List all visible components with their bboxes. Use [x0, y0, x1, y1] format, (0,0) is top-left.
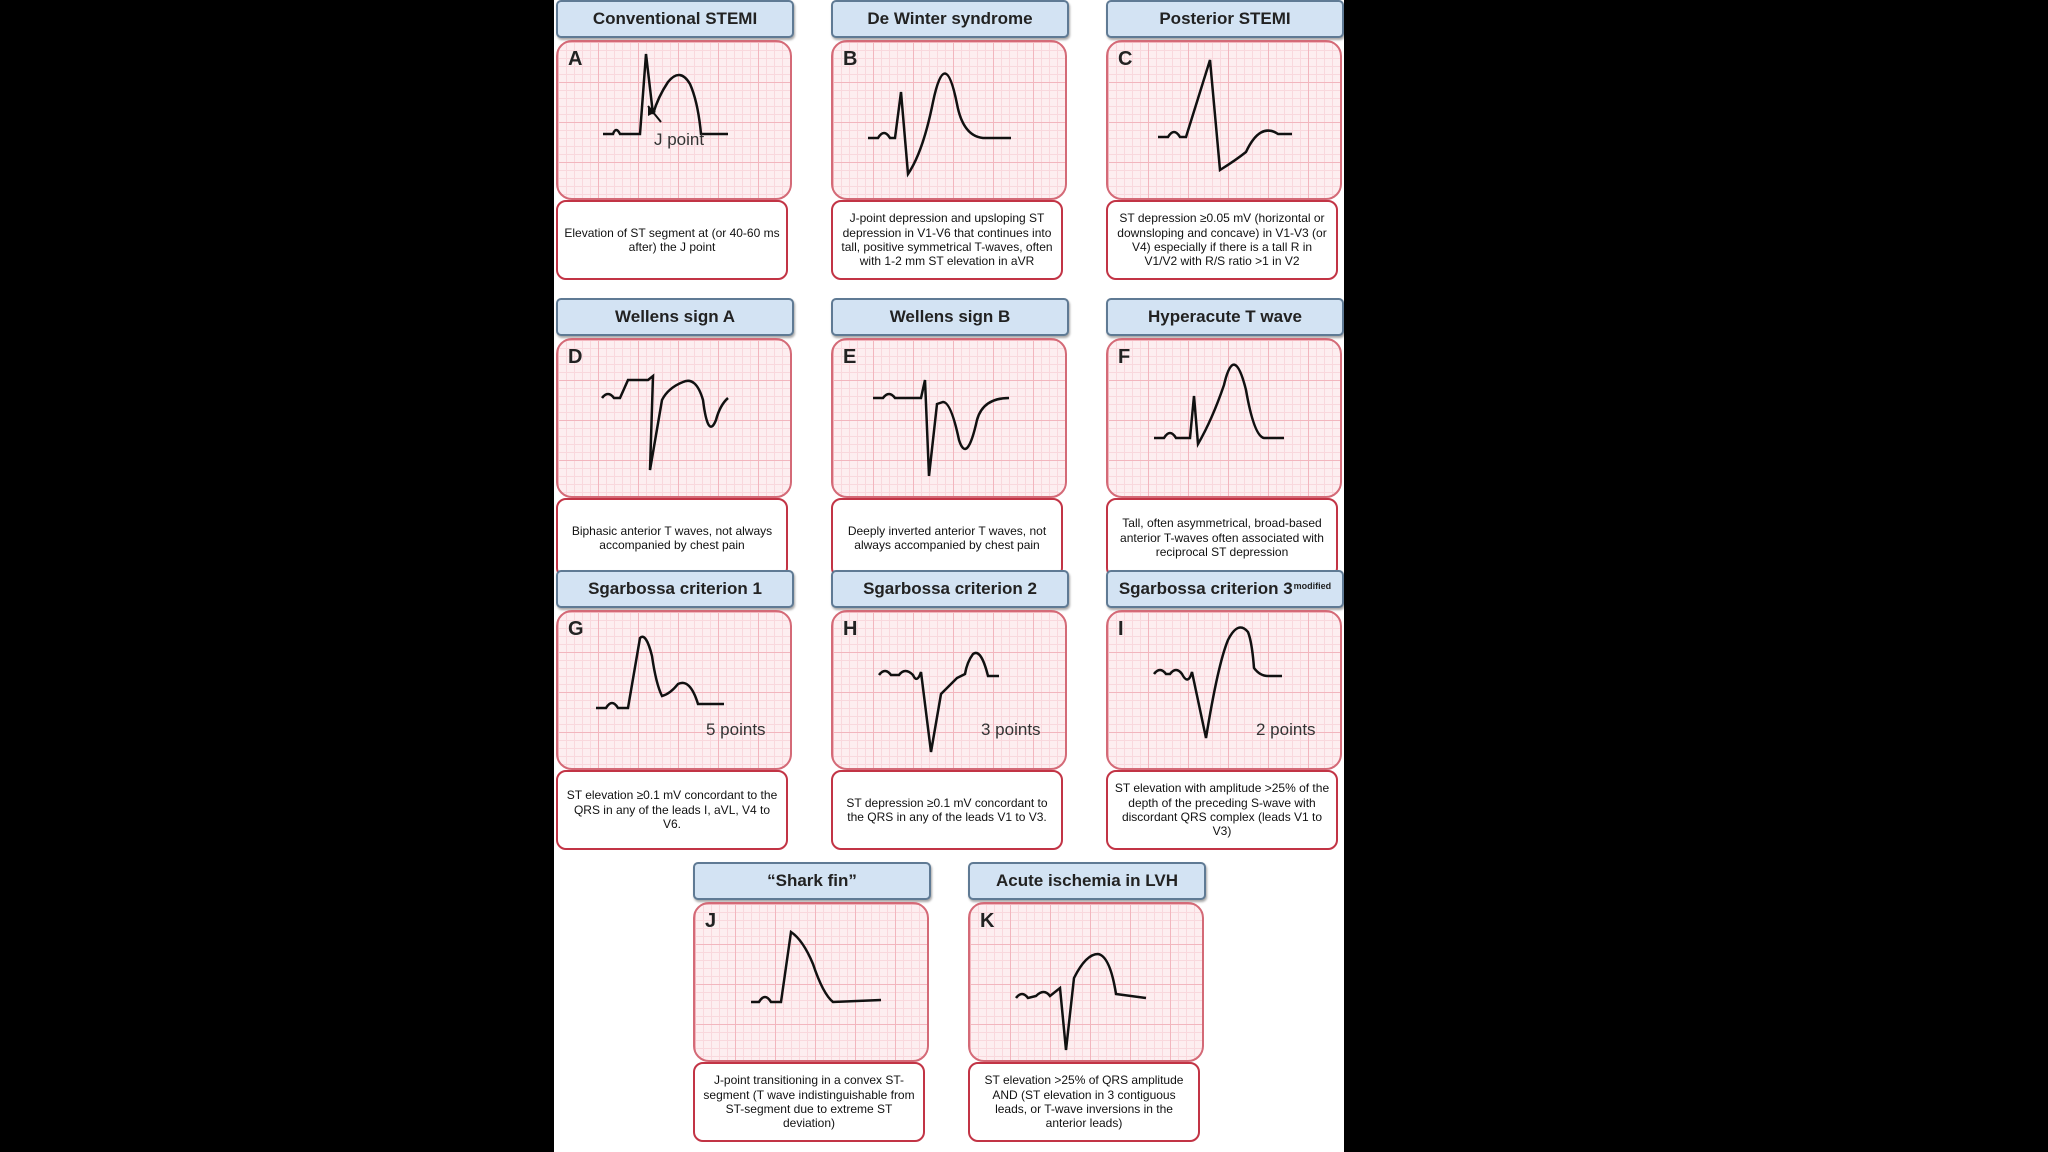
card-title-text: Sgarbossa criterion 3 [1118, 579, 1293, 598]
ecg-panel [1106, 40, 1342, 200]
ecg-panel [831, 338, 1067, 498]
panel-letter: B [843, 48, 858, 70]
ecg-panel [1106, 610, 1342, 770]
card-title: “Shark fin” [693, 862, 931, 900]
panel-letter: A [568, 48, 583, 70]
ecg-trace [695, 904, 927, 1060]
ecg-trace [970, 904, 1202, 1060]
panel-letter: K [980, 910, 995, 932]
card-description: Biphasic anterior T waves, not always accompanied by chest pain [556, 498, 788, 578]
panel-letter: D [568, 346, 583, 368]
ecg-trace [1108, 340, 1340, 496]
panel-letter: C [1118, 48, 1133, 70]
points-label: 2 points [1256, 720, 1316, 739]
panel-letter: J [705, 910, 717, 932]
ecg-trace [833, 340, 1065, 496]
card-title: Conventional STEMI [556, 0, 794, 38]
ecg-patterns-sheet [554, 0, 1344, 1152]
card-title: Wellens sign B [831, 298, 1069, 336]
card-description: Elevation of ST segment at (or 40-60 ms after) the J point [556, 200, 788, 280]
card-description: ST depression ≥0.05 mV (horizontal or downsloping and concave) in V1-V3 (or V4) especially if there is a tall R in V1/V2 with R/S ratio >1 in V2 [1106, 200, 1338, 280]
card-description: Tall, often asymmetrical, broad-based anterior T-waves often associated with reciprocal ST depression [1106, 498, 1338, 578]
card-title: Posterior STEMI [1106, 0, 1344, 38]
card-description: ST elevation with amplitude >25% of the depth of the preceding S-wave with discordant QRS complex (leads V1 to V3) [1106, 770, 1338, 850]
ecg-trace [833, 612, 1065, 768]
card-title [1106, 570, 1344, 608]
panel-letter: G [568, 618, 584, 640]
card-description: ST elevation ≥0.1 mV concordant to the QRS in any of the leads I, aVL, V4 to V6. [556, 770, 788, 850]
panel-letter: E [843, 346, 857, 368]
card-title: Sgarbossa criterion 1 [556, 570, 794, 608]
ecg-trace [558, 340, 790, 496]
ecg-panel [556, 40, 792, 200]
card-description: ST elevation >25% of QRS amplitude AND (ST elevation in 3 contiguous leads, or T-wave inversions in the anterior leads) [968, 1062, 1200, 1142]
ecg-panel [1106, 338, 1342, 498]
ecg-panel [556, 338, 792, 498]
panel-letter: I [1118, 618, 1124, 640]
ecg-trace [1108, 612, 1340, 768]
ecg-trace [558, 42, 790, 198]
ecg-panel [831, 40, 1067, 200]
card-title: Wellens sign A [556, 298, 794, 336]
card-title: Acute ischemia in LVH [968, 862, 1206, 900]
ecg-panel [556, 610, 792, 770]
card-title: Sgarbossa criterion 2 [831, 570, 1069, 608]
card-title-superscript: modified [1293, 581, 1332, 591]
points-label: 5 points [706, 720, 766, 739]
card-description: ST depression ≥0.1 mV concordant to the QRS in any of the leads V1 to V3. [831, 770, 1063, 850]
card-title: Hyperacute T wave [1106, 298, 1344, 336]
ecg-panel [831, 610, 1067, 770]
panel-letter: F [1118, 346, 1131, 368]
ecg-panel [968, 902, 1204, 1062]
ecg-trace [1108, 42, 1340, 198]
card-description: J-point depression and upsloping ST depression in V1-V6 that continues into tall, positive symmetrical T-waves, often with 1-2 mm ST elevation in aVR [831, 200, 1063, 280]
points-label: 3 points [981, 720, 1041, 739]
j-point-label: J point [654, 130, 705, 149]
ecg-panel [693, 902, 929, 1062]
card-description: J-point transitioning in a convex ST-segment (T wave indistinguishable from ST-segment due to extreme ST deviation) [693, 1062, 925, 1142]
ecg-trace [833, 42, 1065, 198]
panel-letter: H [843, 618, 858, 640]
card-title: De Winter syndrome [831, 0, 1069, 38]
card-description: Deeply inverted anterior T waves, not always accompanied by chest pain [831, 498, 1063, 578]
ecg-trace [558, 612, 790, 768]
